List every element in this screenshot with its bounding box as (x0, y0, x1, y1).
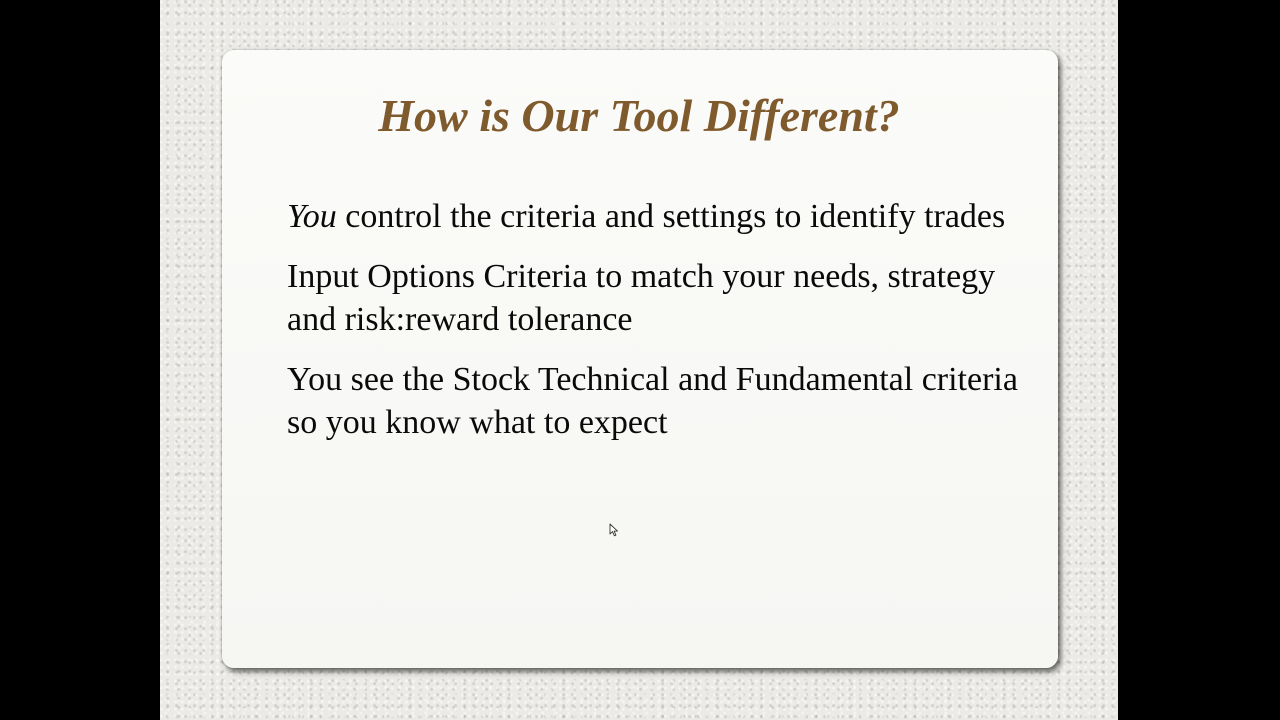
bullet-item-2 (287, 255, 1037, 341)
bullet-emphasis: You (287, 198, 337, 235)
bullet-item-1 (287, 195, 1037, 238)
bullet-text: control the criteria and settings to identify trades (336, 198, 1006, 235)
mouse-pointer-icon (609, 523, 619, 537)
slide-stage (160, 0, 1118, 720)
slide-title: How is Our Tool Different? (378, 90, 900, 141)
bullet-text: Input Options Criteria to match your needs, strategy and risk:reward tolerance (287, 258, 996, 338)
bullet-item-3 (287, 358, 1037, 444)
bullet-text: You see the Stock Technical and Fundamental criteria so you know what to expect (287, 361, 1018, 441)
bullet-list (287, 195, 1037, 461)
